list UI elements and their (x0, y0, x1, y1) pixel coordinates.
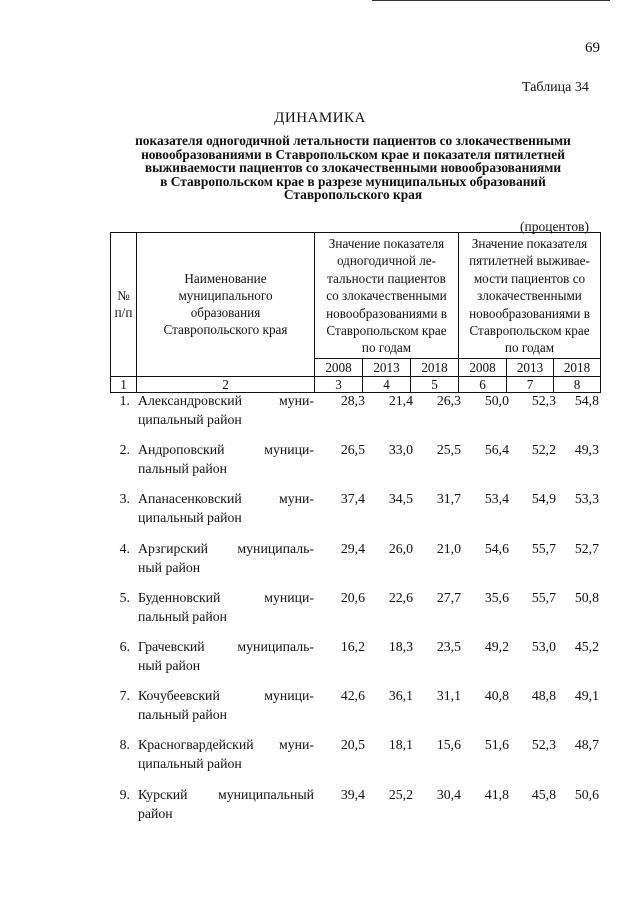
column-number: 1 (111, 376, 137, 392)
header-num-col (111, 233, 137, 377)
value-cell: 54,6 (484, 540, 509, 556)
header-text: Наименование (184, 271, 267, 287)
table-row (110, 737, 600, 786)
municipality-name: Александровский муни- (138, 393, 314, 408)
value-cell: 26,3 (436, 393, 461, 408)
table-header (110, 232, 601, 393)
value-cell: 34,5 (388, 491, 413, 507)
header-text: Ставропольском крае (326, 323, 447, 339)
header-text: муниципального (178, 288, 273, 304)
value-cell: 52,3 (531, 393, 556, 408)
municipality-name-cont: ципальный район (138, 412, 242, 427)
municipality-name-cont: пальный район (138, 707, 227, 723)
header-group-survival (459, 233, 601, 359)
subtitle-line: показателя одногодичной летальности пациентов со злокачественными (135, 133, 571, 148)
header-year: 2008 (459, 358, 507, 376)
municipality-name-cont: район (138, 805, 173, 821)
subtitle-line: выживаемости пациентов со злокачественными новообразованиями (144, 160, 562, 176)
value-cell: 25,2 (388, 786, 413, 802)
value-cell: 18,1 (388, 737, 413, 753)
municipality-name: Красногвардейский муни- (138, 737, 314, 753)
municipality-name: Апанасенковский муни- (138, 491, 314, 507)
table-row (110, 393, 600, 442)
row-number: 2. (119, 442, 130, 458)
table-row (110, 590, 600, 639)
value-cell: 40,8 (484, 688, 509, 704)
value-cell: 49,3 (574, 442, 599, 458)
value-cell: 26,5 (340, 442, 365, 458)
value-cell: 33,0 (388, 442, 413, 458)
value-cell: 27,7 (436, 589, 461, 605)
header-text: Значение показателя (471, 236, 588, 251)
value-cell: 16,2 (340, 638, 365, 654)
column-number: 7 (507, 376, 554, 392)
value-cell: 29,4 (340, 540, 365, 556)
row-number: 9. (119, 786, 130, 802)
row-number: 7. (119, 688, 130, 704)
municipality-name-cont: пальный район (138, 461, 227, 477)
value-cell: 15,6 (436, 737, 461, 753)
value-cell: 31,1 (436, 688, 461, 704)
header-text: по годам (361, 340, 412, 356)
table-body (110, 393, 600, 836)
value-cell: 25,5 (436, 442, 461, 458)
value-cell: 39,4 (340, 786, 365, 802)
municipality-name: Арзгирский муниципаль- (138, 540, 314, 556)
value-cell: 48,8 (531, 688, 556, 704)
table-label: Таблица 34 (522, 80, 589, 95)
value-cell: 35,6 (484, 589, 509, 605)
column-number: 2 (137, 376, 315, 392)
column-number: 6 (459, 376, 507, 392)
value-cell: 18,3 (388, 638, 413, 654)
header-text: № (117, 288, 130, 304)
table-row (110, 639, 600, 688)
value-cell: 53,3 (574, 491, 599, 507)
municipality-name-cont: ный район (138, 559, 201, 575)
subtitle-line: Ставропольского края (283, 187, 423, 203)
header-name-col (137, 233, 315, 377)
value-cell: 49,2 (484, 638, 509, 654)
header-text: образования (190, 305, 261, 321)
value-cell: 23,5 (436, 638, 461, 654)
value-cell: 53,4 (484, 491, 509, 507)
value-cell: 20,5 (340, 737, 365, 753)
units-label: (процентов) (520, 219, 590, 234)
table-row (110, 491, 600, 540)
header-text: тальности пациентов (327, 270, 446, 286)
header-text: со злокачественными (326, 288, 447, 304)
header-text: п/п (114, 305, 133, 321)
value-cell: 55,7 (531, 540, 556, 556)
header-text: Значение показателя (328, 236, 445, 251)
document-heading: ДИНАМИКА (274, 110, 366, 126)
table-row (110, 442, 600, 491)
municipality-name: Андроповский муници- (138, 442, 314, 458)
row-number: 8. (119, 737, 130, 753)
municipality-name: Кочубеевский муници- (138, 688, 314, 704)
header-text: Ставропольском крае (469, 323, 590, 339)
column-number: 5 (411, 376, 459, 392)
value-cell: 31,7 (436, 491, 461, 507)
value-cell: 51,6 (484, 737, 509, 753)
column-number: 8 (554, 376, 601, 392)
value-cell: 52,7 (574, 540, 599, 556)
value-cell: 30,4 (436, 786, 461, 802)
top-rule (372, 0, 610, 1)
header-text: новообразованиями в (326, 305, 447, 321)
page-number: 69 (585, 40, 600, 56)
value-cell: 21,4 (388, 393, 413, 408)
subtitle-line: новообразованиями в Ставропольском крае и показателя пятилетней (141, 146, 565, 162)
value-cell: 50,0 (484, 393, 509, 408)
value-cell: 22,6 (388, 589, 413, 605)
header-text: одногодичной ле- (336, 253, 437, 269)
subtitle-line: в Ставропольском крае в разрезе муниципальных образований (160, 173, 546, 189)
header-text: злокачественными (477, 288, 582, 304)
row-number: 3. (119, 491, 130, 507)
header-text: Ставропольского края (163, 322, 288, 338)
header-text: по годам (504, 340, 555, 356)
header-text: пятилетней выживае- (469, 253, 590, 269)
value-cell: 36,1 (388, 688, 413, 704)
value-cell: 45,2 (574, 638, 599, 654)
header-year: 2008 (315, 358, 363, 376)
table-row (110, 787, 600, 836)
value-cell: 21,0 (436, 540, 461, 556)
header-year: 2013 (507, 358, 554, 376)
row-number: 6. (119, 638, 130, 654)
value-cell: 42,6 (340, 688, 365, 704)
header-year: 2018 (554, 358, 601, 376)
row-number: 5. (119, 589, 130, 605)
value-cell: 54,9 (531, 491, 556, 507)
value-cell: 26,0 (388, 540, 413, 556)
value-cell: 37,4 (340, 491, 365, 507)
table-row (110, 688, 600, 737)
municipality-name: Грачевский муниципаль- (138, 638, 314, 654)
municipality-name: Буденновский муници- (138, 589, 314, 605)
value-cell: 48,7 (574, 737, 599, 753)
header-year: 2013 (363, 358, 411, 376)
value-cell: 49,1 (574, 688, 599, 704)
municipality-name-cont: ный район (138, 657, 201, 673)
row-number: 4. (119, 540, 130, 556)
value-cell: 52,2 (531, 442, 556, 458)
value-cell: 50,6 (574, 786, 599, 802)
value-cell: 55,7 (531, 589, 556, 605)
value-cell: 28,3 (340, 393, 365, 408)
municipality-name-cont: пальный район (138, 608, 227, 624)
value-cell: 54,8 (574, 393, 599, 408)
value-cell: 50,8 (574, 589, 599, 605)
municipality-name-cont: ципальный район (138, 756, 242, 772)
header-text: новообразованиями в (469, 305, 590, 321)
column-number: 4 (363, 376, 411, 392)
value-cell: 56,4 (484, 442, 509, 458)
column-number: 3 (315, 376, 363, 392)
value-cell: 52,3 (531, 737, 556, 753)
header-text: мости пациентов со (473, 270, 586, 286)
municipality-name-cont: ципальный район (138, 510, 242, 526)
table-subtitle (100, 134, 606, 202)
value-cell: 45,8 (531, 786, 556, 802)
header-year: 2018 (411, 358, 459, 376)
header-group-lethality (315, 233, 459, 359)
value-cell: 41,8 (484, 786, 509, 802)
value-cell: 20,6 (340, 589, 365, 605)
value-cell: 53,0 (531, 638, 556, 654)
municipality-name: Курский муниципальный (138, 786, 314, 802)
table-row (110, 541, 600, 590)
row-number: 1. (119, 393, 130, 408)
